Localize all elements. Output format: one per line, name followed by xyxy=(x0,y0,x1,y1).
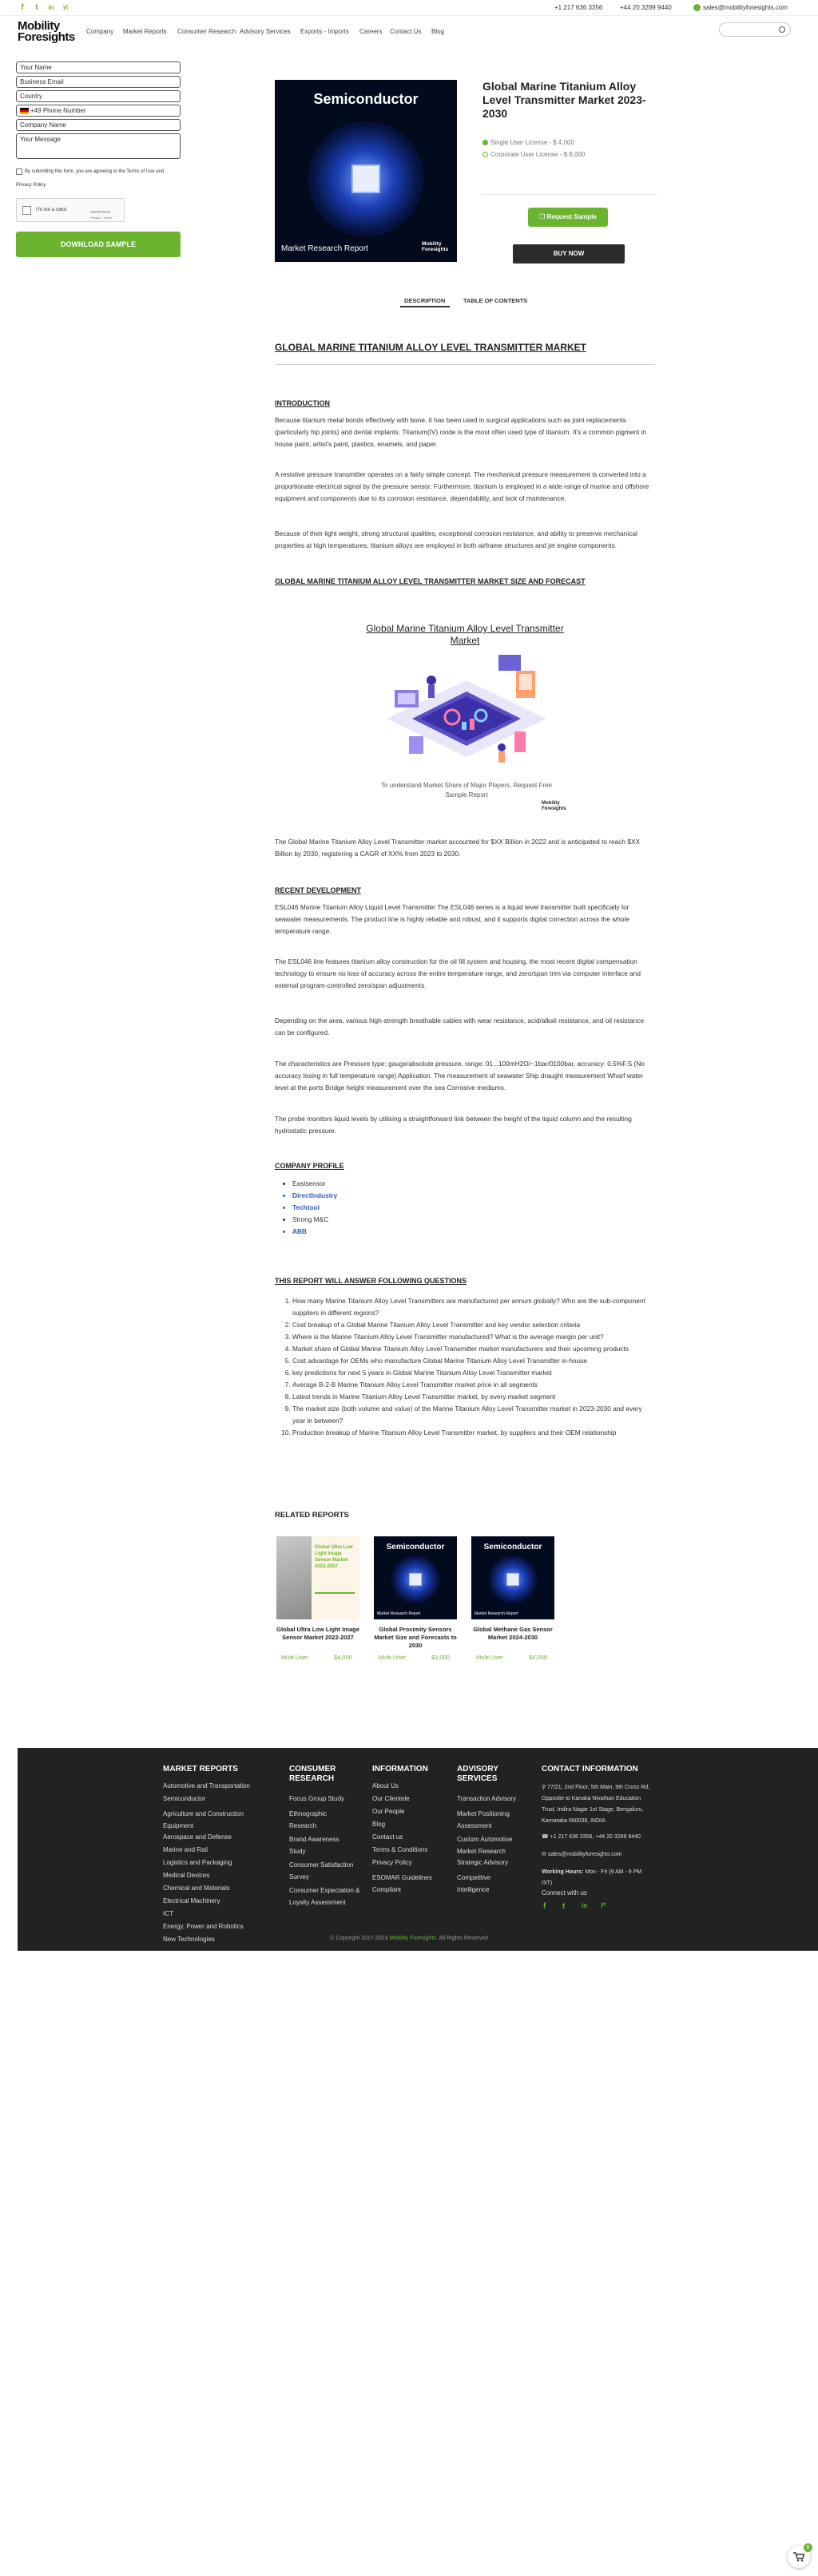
footer-market-reports-heading: MARKET REPORTS xyxy=(163,1765,238,1773)
footer-link-ethnographic[interactable]: Ethnographic Research xyxy=(289,1810,328,1829)
twitter-icon[interactable]: t xyxy=(35,3,38,12)
question-item: 3. Where is the Marine Titanium Alloy Level Transmitter manufactured? What is the average margin per unit? xyxy=(292,1331,652,1343)
footer-link-privacy[interactable]: Privacy Policy xyxy=(372,1859,412,1866)
name-field[interactable]: Your Name xyxy=(16,61,181,73)
footer-link-clientele[interactable]: Our Clientele xyxy=(372,1795,410,1802)
footer-link-competitive[interactable]: Competitive Intelligence xyxy=(457,1874,491,1893)
size-paragraph: The Global Marine Titanium Alloy Level Transmitter market accounted for $XX Billion in 2022 and is anticipated to reach $XX Billion by 2030, registering a CAGR of XX% from 2023 to 2030. xyxy=(275,838,641,858)
related-price-1: $4,000 xyxy=(334,1654,352,1661)
related-price-3: $4,000 xyxy=(529,1654,547,1661)
footer-phones-text: +1 217 636 3356, +44 20 3289 9440 xyxy=(550,1834,641,1840)
footer-link-marine[interactable]: Marine and Rail xyxy=(163,1846,208,1853)
related-cover-1[interactable] xyxy=(276,1536,359,1619)
footer-link-aerospace[interactable]: Aerospace and Defense xyxy=(163,1833,232,1841)
phone-us[interactable]: +1 217 636 3356 xyxy=(554,4,603,11)
company-techtool[interactable]: • Techtool xyxy=(292,1202,655,1214)
infographic-title: Global Marine Titanium Alloy Level Transmitter Market xyxy=(366,623,564,646)
footer-address: ⚲ 77/21, 2nd Floor, 5th Main, 9th Cross Rd, Opposite to Kanaka Nivathan Education Trust, Indira Nagar 1st Stage, Bengaluru, Karnataka 560038, INDIA xyxy=(542,1785,650,1824)
license-corporate-option[interactable] xyxy=(482,151,585,158)
linkedin-icon[interactable]: in xyxy=(48,4,54,11)
related-label-3: Multi User xyxy=(476,1654,503,1661)
footer-consumer-heading-1: CONSUMER xyxy=(289,1765,336,1773)
footer-link-positioning[interactable]: Market Positioning Assessment xyxy=(457,1810,510,1829)
download-sample-button[interactable]: DOWNLOAD SAMPLE xyxy=(16,232,181,257)
divider xyxy=(482,194,657,195)
footer-link-consumer-expectation[interactable]: Consumer Expectation & Loyalty Assessment xyxy=(289,1887,360,1906)
company-field[interactable]: Company Name xyxy=(16,119,181,131)
related-label-1: Multi User xyxy=(281,1654,308,1661)
intro-paragraph-1: Because titanium metal bonds effectively with bone, it has been used in surgical applications such as joint replacements (particularly hip joints) and dental implants. Titanium(IV) oxide is the most often used type of titanium. It's a common pigment in house paint, artist's paint, plastics, enamels, and paper. xyxy=(275,416,647,448)
site-logo[interactable] xyxy=(18,21,75,43)
cover-line xyxy=(315,1592,355,1594)
footer-link-ict[interactable]: ICT xyxy=(163,1910,173,1917)
country-field[interactable]: Country xyxy=(16,90,181,102)
footer-link-esomar[interactable]: ESOMAR Guidelines Compliant xyxy=(372,1874,432,1893)
infographic-logo-line1: Mobility xyxy=(542,801,560,806)
footer-address-text: 77/21, 2nd Floor, 5th Main, 9th Cross Rd, Opposite to Kanaka Nivathan Education Trust, Indira Nagar 1st Stage, Bengaluru, Karnataka 560038, INDIA xyxy=(542,1785,650,1824)
cart-icon xyxy=(793,2552,804,2562)
tab-description[interactable]: DESCRIPTION xyxy=(404,297,446,304)
related-price-2: $3,000 xyxy=(431,1654,450,1661)
email-field[interactable]: Business Email xyxy=(16,76,181,88)
footer-hours-label: Working Hours: xyxy=(542,1869,584,1875)
copyright-prefix: © Copyright 2017-2023 xyxy=(330,1936,388,1941)
related-label-2: Multi User xyxy=(379,1654,406,1661)
questions-list xyxy=(288,1295,652,1439)
company-list xyxy=(288,1178,655,1238)
footer-youtube-icon[interactable]: yt xyxy=(601,1902,606,1908)
captcha-checkbox[interactable] xyxy=(22,206,31,215)
phone-uk[interactable]: +44 20 3289 9440 xyxy=(620,4,672,11)
footer-hours-text: Mon - Fri (9 AM - 9 PM IST) xyxy=(542,1869,642,1886)
footer-link-consumer-satisfaction[interactable]: Consumer Satisfaction Survey xyxy=(289,1861,354,1880)
captcha[interactable] xyxy=(16,198,125,222)
cover-logo xyxy=(422,241,448,252)
radio-icon[interactable] xyxy=(482,152,488,157)
article-heading: GLOBAL MARINE TITANIUM ALLOY LEVEL TRANSMITTER MARKET xyxy=(275,342,586,353)
footer-link-people[interactable]: Our People xyxy=(372,1808,405,1815)
phone-field[interactable] xyxy=(16,105,181,117)
nav-careers[interactable]: Careers xyxy=(359,28,383,35)
heading-divider xyxy=(275,364,655,365)
company-strong-mc: • Strong M&C xyxy=(292,1214,655,1226)
radio-selected-icon[interactable] xyxy=(482,140,488,145)
question-item: 10. Production breakup of Marine Titanium Alloy Level Transmitter market, by suppliers and their OEM relationship xyxy=(292,1427,652,1439)
related-reports-heading: RELATED REPORTS xyxy=(275,1511,349,1520)
nav-market-reports[interactable]: Market Reports xyxy=(123,28,167,35)
related-cover-2-footer: Market Research Report xyxy=(377,1611,421,1616)
consent-checkbox[interactable] xyxy=(16,168,22,175)
intro-paragraph-3: Because of their light weight, strong structural qualities, exceptional corrosion resistance, and ability to preserve mechanical properties at high temperatures, titanium alloys are employed in both airframe structures and jet engine components. xyxy=(275,529,637,549)
footer-link-custom-automotive[interactable]: Custom Automotive Market Research xyxy=(457,1836,513,1855)
germany-flag-icon[interactable] xyxy=(20,108,29,114)
question-item: 7. Average B-2-B Marine Titanium Alloy Level Transmitter market price in all segments xyxy=(292,1379,652,1391)
recent-paragraph-1: ESL046 Marine Titanium Alloy Liquid Level Transmitter The ESL046 series is a liquid level transmitter built specifically for seawater measurements. The product line is highly reliable and robust, and it supports digital correction across the whole temperature range. xyxy=(275,903,629,935)
question-item: 9. The market size (both volume and value) of the Marine Titanium Alloy Level Transmitter market in 2023-2030 and every year in between? xyxy=(292,1403,652,1427)
company-eastsensor: • Eastsensor xyxy=(292,1178,655,1190)
buy-now-button[interactable]: BUY NOW xyxy=(513,244,625,264)
footer-link-electrical[interactable]: Electrical Machinery xyxy=(163,1897,220,1904)
footer-advisory-heading-1: ADVISORY xyxy=(457,1765,498,1773)
cover-footer: Market Research Report xyxy=(281,244,368,253)
report-cover xyxy=(275,80,457,262)
related-cover-3[interactable] xyxy=(471,1536,554,1619)
footer-information-heading: INFORMATION xyxy=(372,1765,428,1773)
message-field[interactable]: Your Message xyxy=(16,133,181,159)
question-item: 2. Cost breakup of a Global Marine Titanium Alloy Level Transmitter and key vendor selection criteria xyxy=(292,1319,652,1331)
footer-advisory-heading xyxy=(457,1765,498,1784)
cart-button[interactable] xyxy=(788,2546,810,2568)
company-abb[interactable]: • ABB xyxy=(292,1226,655,1238)
chip-icon xyxy=(351,164,380,193)
copyright xyxy=(0,1936,818,1941)
youtube-icon[interactable]: yt xyxy=(62,5,69,10)
footer-phones[interactable]: ☎ +1 217 636 3356, +44 20 3289 9440 xyxy=(542,1834,641,1840)
nav-contact-us[interactable]: Contact Us xyxy=(390,28,422,35)
footer-link-automotive[interactable]: Automotive and Transportation xyxy=(163,1782,250,1789)
recent-paragraph-4: The characteristics are Pressure type: gauge/absolute pressure, range: 01...100mH2O/~1bar/0100bar, accuracy: 0.5%F.S (No accuracy losing in full temperature range) Application. The measurement of seawater Ship draught measurement Wharf water level at the ports Bridge height measurement over the sea Corrosive mediums. xyxy=(275,1060,645,1092)
request-sample-label: Request Sample xyxy=(546,213,597,220)
search-icon[interactable] xyxy=(779,26,785,33)
cart-count-badge: 0 xyxy=(804,2543,812,2552)
company-directindustry[interactable]: • DirectIndustry xyxy=(292,1190,655,1202)
captcha-brand: reCAPTCHA xyxy=(90,210,111,214)
footer-link-medical[interactable]: Medical Devices xyxy=(163,1872,210,1879)
footer-link-contact[interactable]: Contact us xyxy=(372,1833,403,1841)
facebook-icon[interactable]: f xyxy=(21,3,24,12)
active-tab-indicator xyxy=(400,306,450,307)
cover-logo-line1: Mobility xyxy=(422,241,442,247)
logo-line2: Foresights xyxy=(18,30,75,44)
footer-link-strategic[interactable]: Strategic Advisory xyxy=(457,1859,509,1866)
footer-link-logistics[interactable]: Logistics and Packaging xyxy=(163,1859,232,1866)
cover-logo-line2: Foresights xyxy=(422,247,449,252)
request-sample-button[interactable]: ❐ Request Sample xyxy=(528,208,608,227)
footer-email[interactable]: ✉ sales@mobilityforesights.com xyxy=(542,1852,622,1857)
related-title-3[interactable]: Global Methane Gas Sensor Market 2024-2030 xyxy=(473,1626,553,1641)
footer-link-blog[interactable]: Blog xyxy=(372,1821,386,1828)
market-infographic xyxy=(379,648,554,778)
copyright-brand[interactable]: Mobility Foresights. xyxy=(389,1936,438,1941)
recent-paragraph-5: The probe monitors liquid levels by utilising a straightforward link between the height of the liquid column and the resulting hydrostatic pressure. xyxy=(275,1115,632,1135)
footer-link-chemical[interactable]: Chemical and Materials xyxy=(163,1884,230,1892)
nav-exports-imports[interactable]: Exports - Imports xyxy=(300,28,349,35)
introduction-heading: INTRODUCTION xyxy=(275,399,330,407)
related-cover-3-footer: Market Research Report xyxy=(475,1611,518,1616)
questions-heading: THIS REPORT WILL ANSWER FOLLOWING QUESTIONS xyxy=(275,1277,467,1285)
related-title-1[interactable]: Global Ultra Low Light Image Sensor Market 2022-2027 xyxy=(276,1626,359,1641)
footer-link-semiconductor[interactable]: Semiconductor xyxy=(163,1795,206,1802)
search-input[interactable] xyxy=(719,22,791,37)
footer-facebook-icon[interactable]: f xyxy=(543,1902,546,1911)
question-item: 5. Cost advantage for OEMs who manufacture Global Marine Titanium Alloy Level Transmitter in-house xyxy=(292,1355,652,1367)
footer-advisory-heading-2: SERVICES xyxy=(457,1774,498,1783)
infographic-caption: To understand Market Share of Major Players, Request Free Sample Report xyxy=(381,782,552,799)
footer-email-text: sales@mobilityforesights.com xyxy=(547,1852,622,1857)
related-title-2[interactable]: Global Proximity Sensors Market Size and Forecasts to 2030 xyxy=(374,1626,457,1649)
email-text: sales@mobilityforesights.com xyxy=(703,4,788,11)
question-item: 6. key predictions for next 5 years in Global Marine Titanium Alloy Level Transmitter market xyxy=(292,1367,652,1379)
related-cover-2-title: Semiconductor xyxy=(386,1543,445,1552)
footer-consumer-heading-2: RESEARCH xyxy=(289,1774,335,1783)
captcha-terms[interactable]: Privacy - Terms xyxy=(90,216,113,220)
footer-link-brand-awareness[interactable]: Brand Awareness Study xyxy=(289,1836,340,1855)
top-bar xyxy=(0,0,818,16)
recent-development-heading: RECENT DEVELOPMENT xyxy=(275,886,362,894)
chip-icon xyxy=(506,1573,519,1586)
tab-table-of-contents[interactable]: TABLE OF CONTENTS xyxy=(463,297,528,304)
intro-paragraph-2: A resistive pressure transmitter operates on a fairly simple concept. The mechanical pressure measurement is converted into a proportionate electrical signal by the pressure sensor. Furthermore, titanium is employed in a wide range of marine and offshore equipment and components due to its corrosion resistance, dependability, and lack of maintenance. xyxy=(275,470,649,502)
footer-consumer-heading xyxy=(289,1765,336,1784)
email-link[interactable] xyxy=(693,4,788,11)
cover-title: Semiconductor xyxy=(313,91,419,107)
consent-text: By submitting this form, you are agreeing to the Terms of Use and xyxy=(25,169,165,174)
infographic-logo-line2: Foresights xyxy=(542,806,566,811)
privacy-link[interactable]: Privacy Policy xyxy=(16,183,46,188)
size-forecast-heading: GLOBAL MARINE TITANIUM ALLOY LEVEL TRANSMITTER MARKET SIZE AND FORECAST xyxy=(275,577,586,585)
footer-link-terms[interactable]: Terms & Conditions xyxy=(372,1846,428,1853)
related-cover-2[interactable] xyxy=(374,1536,457,1619)
copyright-suffix: All Rights Reserved xyxy=(439,1936,488,1941)
captcha-label: I'm not a robot xyxy=(36,208,67,212)
related-cover-3-title: Semiconductor xyxy=(483,1543,542,1552)
footer-link-energy[interactable]: Energy, Power and Robotics xyxy=(163,1923,244,1930)
nav-company[interactable]: Company xyxy=(86,28,114,35)
phone-code[interactable]: +49 xyxy=(30,107,42,114)
nav-consumer-research[interactable]: Consumer Research xyxy=(177,28,236,35)
footer-link-new-tech[interactable]: New Technologies xyxy=(163,1936,215,1943)
related-cover-1-text: Global Ultra Low Light Image Sensor Market 2022-2027 xyxy=(315,1545,353,1569)
chip-icon xyxy=(409,1573,422,1586)
nav-advisory-services[interactable]: Advisory Services xyxy=(240,28,291,35)
footer-link-transaction[interactable]: Transaction Advisory xyxy=(457,1795,516,1802)
footer-link-focus-group[interactable]: Focus Group Study xyxy=(289,1795,344,1802)
footer-link-agriculture[interactable]: Agriculture and Construction Equipment xyxy=(163,1810,244,1829)
footer-twitter-icon[interactable]: t xyxy=(562,1902,566,1911)
license-corporate-label: Corporate User License - $ 8,000 xyxy=(490,151,586,158)
license-single-option[interactable] xyxy=(482,139,574,146)
infographic-logo xyxy=(542,801,566,812)
logo-line1: Mobility xyxy=(18,19,60,33)
question-item: 1. How many Marine Titanium Alloy Level Transmitters are manufactured per annum globally? Who are the sub-component suppliers in different regions? xyxy=(292,1295,652,1319)
footer-connect: Connect with us xyxy=(542,1889,587,1896)
company-profile-heading: COMPANY PROFILE xyxy=(275,1162,344,1170)
recent-paragraph-2: The ESL046 line features titanium alloy construction for the oil fill system and housing, the most recent digital compensation technology to ensure no loss of accuracy across the entire temperature range, and zero/span trim via computer interface and external program-controlled zero/span adjustments. xyxy=(275,957,641,989)
question-item: 8. Latest trends in Marine Titanium Alloy Level Transmitter market, by every market segment xyxy=(292,1391,652,1403)
nav-blog[interactable]: Blog xyxy=(431,28,445,35)
product-title: Global Marine Titanium Alloy Level Transmitter Market 2023-2030 xyxy=(482,80,646,120)
mail-icon xyxy=(693,4,701,11)
footer-hours xyxy=(542,1867,652,1889)
license-single-label: Single User License - $ 4,000 xyxy=(490,139,574,146)
footer-contact-heading: CONTACT INFORMATION xyxy=(542,1765,638,1773)
footer-link-about[interactable]: About Us xyxy=(372,1782,399,1789)
footer-linkedin-icon[interactable]: in xyxy=(582,1902,588,1909)
phone-placeholder: Phone Number xyxy=(42,107,86,114)
question-item: 4. Market share of Global Marine Titanium Alloy Level Transmitter market manufacturers and their upcoming products xyxy=(292,1343,652,1355)
cover-photo xyxy=(276,1536,312,1619)
recent-paragraph-3: Depending on the area, various high-strength breathable cables with wear resistance, acid/alkali resistance, and oil resistance can be configured. xyxy=(275,1017,645,1036)
